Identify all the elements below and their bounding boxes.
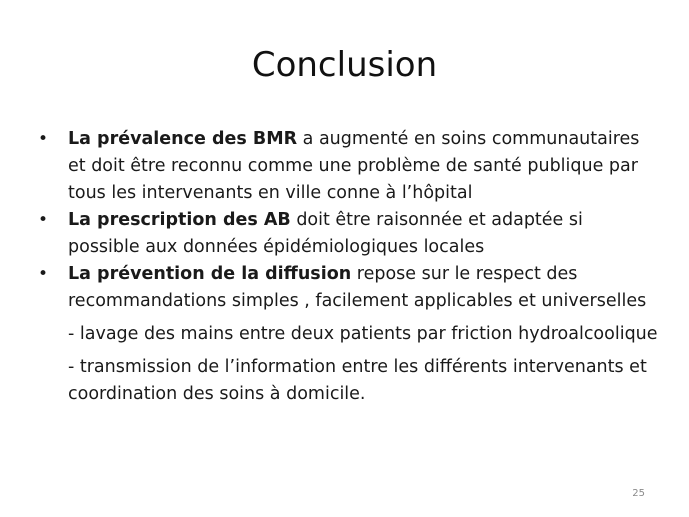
bullet-text <box>68 261 658 315</box>
bullet-item <box>38 207 658 261</box>
bullet-bold-text: La prescription des AB <box>68 210 291 230</box>
slide-content <box>38 126 658 408</box>
sub-item <box>68 354 658 408</box>
sub-item-text: - transmission de l’information entre les différents intervenants et coordination des soins à domicile. <box>68 357 647 404</box>
bullet-rest-text: repose sur le respect des recommandations simples , facilement applicables et universelles <box>68 264 647 311</box>
slide-title: Conclusion <box>251 45 438 85</box>
sub-item-text: - lavage des mains entre deux patients par friction hydroalcoolique <box>68 324 658 344</box>
bullet-text <box>68 207 658 261</box>
bullet-bold-text: La prévention de la diffusion <box>68 264 352 284</box>
bullet-item <box>38 261 658 315</box>
bullet-rest-text: a augmenté en soins communautaires et doit être reconnu comme une problème de santé publique par tous les intervenants en ville conne à l’hôpital <box>68 129 640 203</box>
bullet-dot-icon: • <box>38 129 49 149</box>
bullet-rest-text: doit être raisonnée et adaptée si possible aux données épidémiologiques locales <box>68 210 583 257</box>
page-number: 25 <box>632 488 645 499</box>
sub-item <box>68 321 658 348</box>
bullet-bold-text: La prévalence des BMR <box>68 129 298 149</box>
bullet-dot-icon: • <box>38 210 49 230</box>
bullet-dot-icon: • <box>38 264 49 284</box>
bullet-text <box>68 126 658 207</box>
bullet-item <box>38 126 658 207</box>
